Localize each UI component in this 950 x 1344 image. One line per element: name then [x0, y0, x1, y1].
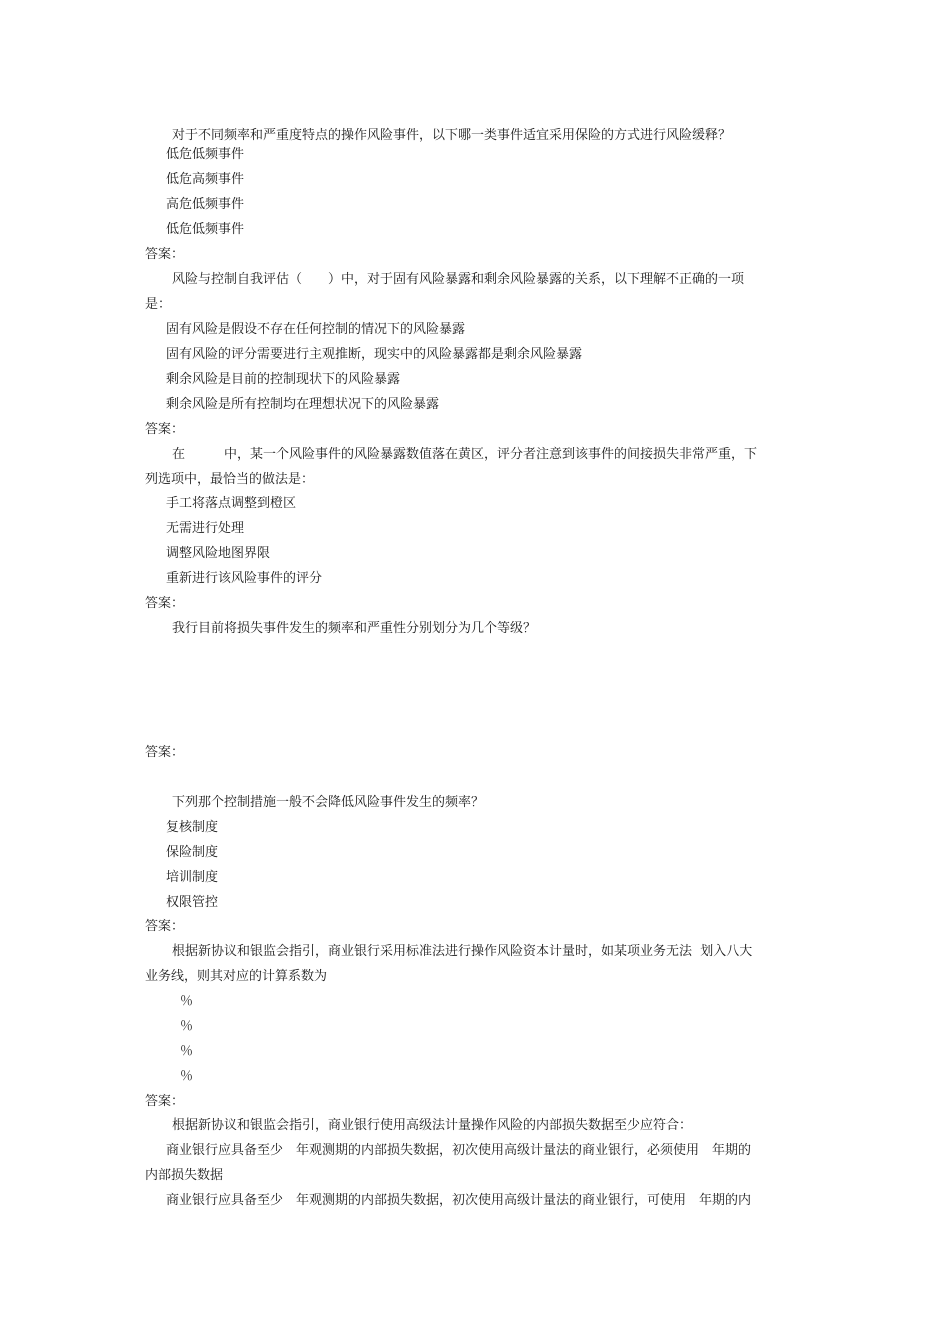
question-4-stem: 我行目前将损失事件发生的频率和严重性分别划分为几个等级？: [172, 621, 537, 636]
question-7-option-a-line-2: 内部损失数据: [145, 1168, 224, 1183]
question-5-answer-label: 答案：: [145, 919, 185, 934]
question-7-option-b-line-1: 商业银行应具备至少 年观测期的内部损失数据，初次使用高级计量法的商业银行，可使用 年期的内: [166, 1193, 752, 1208]
question-3-answer-label: 答案：: [145, 596, 185, 611]
question-7-option-a-line-1: 商业银行应具备至少 年观测期的内部损失数据，初次使用高级计量法的商业银行，必须使用 年期的: [166, 1143, 752, 1158]
question-6-option-a: ％: [180, 994, 194, 1009]
question-3-option-a: 手工将落点调整到橙区: [166, 496, 297, 511]
question-6-option-c: ％: [180, 1044, 194, 1059]
question-5-option-c: 培训制度: [166, 870, 219, 885]
question-2-stem-line-2: 是：: [145, 297, 172, 312]
question-2-option-d: 剩余风险是所有控制均在理想状况下的风险暴露: [166, 397, 440, 412]
question-2-option-b: 固有风险的评分需要进行主观推断，现实中的风险暴露都是剩余风险暴露: [166, 347, 583, 362]
question-1-option-a: 低危低频事件: [166, 147, 245, 162]
question-7-stem: 根据新协议和银监会指引，商业银行使用高级法计量操作风险的内部损失数据至少应符合：: [172, 1118, 693, 1133]
question-6-stem-line-1: 根据新协议和银监会指引，商业银行采用标准法进行操作风险资本计量时，如某项业务无法 划入八大: [172, 944, 753, 959]
question-2-option-c: 剩余风险是目前的控制现状下的风险暴露: [166, 372, 401, 387]
question-3-option-d: 重新进行该风险事件的评分: [166, 571, 323, 586]
question-5-stem: 下列那个控制措施一般不会降低风险事件发生的频率？: [172, 795, 485, 810]
question-6-stem-line-2: 业务线，则其对应的计算系数为: [145, 969, 328, 984]
question-3-stem-line-2: 列选项中，最恰当的做法是：: [145, 472, 315, 487]
question-6-option-d: ％: [180, 1069, 194, 1084]
question-1-answer-label: 答案：: [145, 247, 185, 262]
question-6-answer-label: 答案：: [145, 1094, 185, 1109]
question-1-option-d: 低危低频事件: [166, 222, 245, 237]
question-1-option-b: 低危高频事件: [166, 172, 245, 187]
question-5-option-d: 权限管控: [166, 895, 219, 910]
question-5-option-a: 复核制度: [166, 820, 219, 835]
question-3-option-c: 调整风险地图界限: [166, 546, 271, 561]
question-2-answer-label: 答案：: [145, 422, 185, 437]
question-5-option-b: 保险制度: [166, 845, 219, 860]
question-3-stem-line-1: 在 中，某一个风险事件的风险暴露数值落在黄区，评分者注意到该事件的间接损失非常严重，下: [172, 447, 758, 462]
question-1-stem: 对于不同频率和严重度特点的操作风险事件，以下哪一类事件适宜采用保险的方式进行风险缓释？: [172, 128, 732, 143]
question-6-option-b: ％: [180, 1019, 194, 1034]
question-3-option-b: 无需进行处理: [166, 521, 245, 536]
question-1-option-c: 高危低频事件: [166, 197, 245, 212]
question-4-answer-label: 答案：: [145, 745, 185, 760]
question-2-option-a: 固有风险是假设不存在任何控制的情况下的风险暴露: [166, 322, 466, 337]
question-2-stem-line-1: 风险与控制自我评估（ ）中，对于固有风险暴露和剩余风险暴露的关系，以下理解不正确的一项: [172, 272, 745, 287]
